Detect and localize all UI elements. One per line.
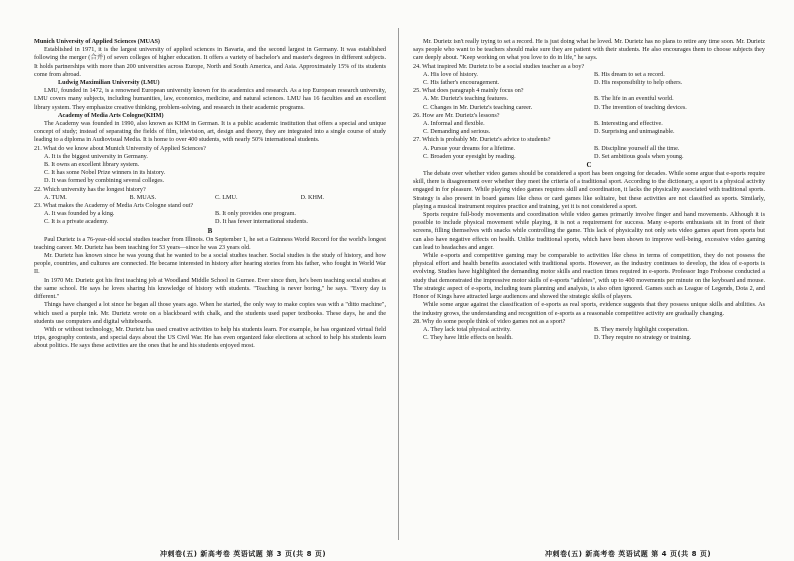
option-26a: A. Informal and flexible. [423,120,485,128]
option-27b: B. Discipline yourself all the time. [594,144,680,152]
column-divider [398,28,399,540]
passage-c-paragraph-4: While some argue against the classification of e-sports as real sports, evidence suggests that they possess unique skills and abilities. As the industry grows, the understanding and recognition of e-sports as a reasonable competitive activity are gradually changing. [413,301,765,317]
page-footer-left: 冲刺卷(五) 新高考卷 英语试题 第 3 页(共 8 页) [160,550,327,558]
muas-paragraph: Established in 1971, it is the largest university of applied sciences in Bavaria, and the second largest in Germany. It was established following the merger (合并) of seven colleges of higher education. It offers a variety of bachelor's and master's degrees in different subjects. It holds partnerships with more than 200 universities across Europe, North and South America, and Asia. Approximately 15% of its students come from abroad. [34,46,386,78]
lmu-heading: Ludwig Maximilian University (LMU) [58,79,160,87]
option-24d: D. His responsibility to help others. [594,79,683,87]
question-28-options [413,326,765,342]
option-28d: D. They require no strategy or training. [594,334,692,342]
option-23b: B. It only provides one program. [215,210,296,218]
question-25-options [413,95,765,111]
question-27-options [413,145,765,161]
question-27: 27. Which is probably Mr. Durietz's advice to students? [413,136,551,144]
option-21c: C. It has some Nobel Prize winners in its history. [44,169,166,177]
passage-c-paragraph-3: While e-sports and competitive gaming may be comparable to activities like chess in terms of competition, they do not possess the physical effort and health benefits associated with traditional sports. However, as the industry continues to develop, the idea of e-sports is evolving. Studies have highlighted the demanding motor skills and reaction times required in e-sports. Professor Ingo Froboese conducted a study that demonstrated the impressive motor skills of e-sports "athletes", with up to 400 movements per minute on the keyboard and mouse. The strategic aspect of e-sports, including team planning and analysis, is also often ignored. Games such as League of Legends, Dota 2, and Honor of Kings have attracted large audiences and showed the strategic skills of players. [413,252,765,301]
lmu-paragraph: LMU, founded in 1472, is a renowned European university known for its academics and research. As a top European research university, LMU covers many subjects, including humanities, law, economics, medicine, and natural sciences. LMU has 16 faculties and an excellent library system. They emphasize creative thinking, problem-solving, and research in their academic programs. [34,87,386,111]
passage-c-paragraph-2: Sports require full-body movements and coordination while video games primarily involve finger and hand movements. Although it is possible to include physical movement while playing, it is not a requirement for success. Many e-sports enthusiasts sit in front of their screens, filling themselves with snacks while controlling the game. This lack of physicality not only sets video games apart from sports but can also have negative effects on health. Unlike traditional sports, which have been shown to improve well-being, excessive video gaming can lead to headaches and anger. [413,211,765,251]
option-23a: A. It was founded by a king. [44,210,115,218]
khm-heading: Academy of Media Arts Cologne(KHM) [58,111,164,119]
question-21: 21. What do we know about Munich University of Applied Sciences? [34,144,206,152]
question-23: 23. What makes the Academy of Media Arts Cologne stand out? [34,202,194,210]
option-21b: B. It owns an excellent library system. [44,161,140,169]
option-22b: B. MUAS. [129,193,157,201]
option-24a: A. His love of history. [423,70,478,78]
khm-paragraph: The Academy was founded in 1990, also known as KHM in German. It is a public academic institution that offers a special and unique concept of study; instead of separating the fields of film, television, art, design and theory, they are integrated into a single course of study leading to a diploma in Audiovisual Media. It is home to over 400 students, with nearly 50% international students. [34,120,386,144]
section-b-heading: B [207,226,213,235]
option-23c: C. It is a private academy. [44,218,109,226]
muas-heading: Munich University of Applied Sciences (MUAS) [34,38,160,45]
option-24b: B. His dream to set a record. [594,70,665,78]
option-28a: A. They lack total physical activity. [423,325,511,333]
option-25b: B. The life in an eventful world. [594,95,674,103]
option-27d: D. Set ambitious goals when young. [594,152,684,160]
option-23d: D. It has fewer international students. [215,218,308,226]
question-28: 28. Why do some people think of video games not as a sport? [413,317,566,325]
option-25d: D. The invention of teaching devices. [594,103,687,111]
passage-b-paragraph-5: With or without technology, Mr. Durietz has used creative activities to help his students learn. For example, he has organized virtual field trips, geography contests, and special days about the US Civil War. He has even organized fake elections at school to help his students learn about politics. He says these activities are the ones that he and his students enjoyed most. [34,325,386,350]
question-26-options [413,120,765,136]
question-26: 26. How are Mr. Durietz's lessons? [413,111,500,119]
passage-b-paragraph-2: Mr. Durietz has known since he was young that he wanted to be a social studies teacher. Social studies is the study of history, and how people, countries, and cultures are connected. He became interested in history after hearing stories from his father, who fought in World War II. [34,252,386,276]
question-24: 24. What inspired Mr. Durietz to be a social studies teacher as a boy? [413,62,585,70]
option-26b: B. Interesting and effective. [594,120,663,128]
option-27c: C. Broaden your eyesight by reading. [423,152,516,160]
option-28b: B. They merely highlight cooperation. [594,325,689,333]
question-21-options [34,153,386,186]
option-25c: C. Changes in Mr. Durietz's teaching career. [423,103,533,111]
option-24c: C. His father's encouragement. [423,79,500,87]
passage-b-paragraph-6: Mr. Durietz isn't really trying to set a record. He is just doing what he loved. Mr. Durietz has no plans to retire any time soon. Mr. Durietz says people who want to be teachers should make sure they are patient with their students. He also encourages them to choose subjects they care deeply about. "Keep working on what you love to do in life," he says. [413,38,765,62]
left-column [34,38,386,351]
option-26c: C. Demanding and serious. [423,128,491,136]
passage-b-paragraph-3: In 1970 Mr. Durietz got his first teaching job at Woodland Middle School in Gurnee. Ever since then, he's been teaching social studies at the same school. He says he loves sharing his knowledge of history with students. "Teaching is never boring," he says. "Every day is different." [34,276,386,301]
option-22a: A. TUM. [44,193,67,201]
passage-b-paragraph-1: Paul Durietz is a 76-year-old social studies teacher from Illinois. On September 1, he set a Guinness World Record for the world's longest teaching career. Mr. Durietz has been teaching for 53 years—since he was 23 years old. [34,235,386,251]
question-25: 25. What does paragraph 4 mainly focus on? [413,87,524,95]
question-24-options [413,71,765,87]
option-25a: A. Mr. Durietz's teaching features. [423,95,509,103]
option-28c: C. They have little effects on health. [423,334,513,342]
passage-b-paragraph-4: Things have changed a lot since he began all those years ago. When he started, the only way to make copies was with a "ditto machine", which used a purple ink. Mr. Durietz wrote on a blackboard with chalk, and the students used paper textbooks. These days, he and the students use computers and digital whiteboards. [34,301,386,325]
option-21a: A. It is the biggest university in Germany. [44,152,148,160]
page-footer-right: 冲刺卷(五) 新高考卷 英语试题 第 4 页(共 8 页) [545,550,712,558]
question-22: 22. Which university has the longest history? [34,185,146,193]
option-22d: D. KHM. [300,193,325,201]
right-column [413,38,765,342]
option-22c: C. LMU. [215,193,238,201]
question-23-options [34,210,386,226]
option-21d: D. It was formed by combining several colleges. [44,177,165,185]
option-27a: A. Pursue your dreams for a lifetime. [423,144,516,152]
question-22-options [34,194,386,202]
option-26d: D. Surprising and unimaginable. [594,128,675,136]
section-c-heading: C [586,161,592,170]
passage-c-paragraph-1: The debate over whether video games should be considered a sport has been ongoing for decades. While some argue that e-sports require skill, there is disagreement over whether they meet the criteria of a traditional sport. According to the dictionary, a sport is a physical activity engaged in for pleasure. While playing video games requires skill and coordination, it lacks the physicality associated with traditional sports. Strategy is also present in board games like chess or card games like solitaire, but these activities are not classified as sports. Similarly, playing a musical instrument requires practice and training, yet it is not considered a sport. [413,170,765,210]
